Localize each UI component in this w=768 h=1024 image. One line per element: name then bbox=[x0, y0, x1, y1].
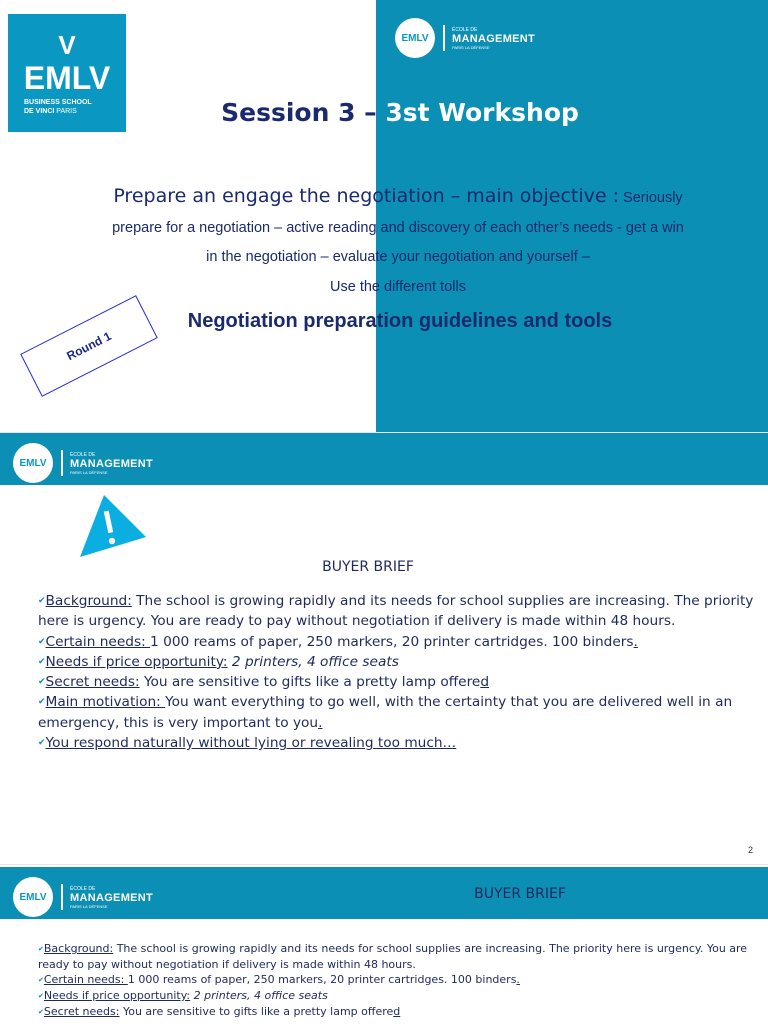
guidelines-heading: Negotiation preparation guidelines and tools bbox=[187, 310, 613, 332]
slide-3-banner bbox=[0, 867, 768, 919]
logo-big-text: MANAGEMENT bbox=[452, 32, 536, 45]
management-logo bbox=[13, 443, 153, 483]
logo-sub-text: PARIS LA DÉFENSE bbox=[70, 469, 108, 475]
price-opportunity-text: 2 printers, 4 office seats bbox=[190, 989, 328, 1002]
checkmark-icon: ✔ bbox=[38, 992, 44, 1000]
management-logo bbox=[395, 18, 535, 58]
logo-big-text: MANAGEMENT bbox=[70, 891, 154, 904]
objective-text-2: prepare for a negotiation – active reading and discovery of each other’s needs - get a win bbox=[112, 219, 684, 236]
motivation-text: You want everything to go well, with the certainty that you are delivered well in an emergency, this is very important to you bbox=[38, 694, 733, 731]
logo-small-text: ÉCOLE DE bbox=[70, 451, 96, 458]
motivation-label: Main motivation: bbox=[45, 694, 166, 711]
list-item bbox=[38, 652, 760, 672]
emlv-logo-subtitle bbox=[24, 98, 92, 116]
objective-text-4: Use the different tolls bbox=[330, 278, 466, 295]
checkmark-icon: ✔ bbox=[38, 738, 46, 749]
certain-needs-text: 1 000 reams of paper, 250 markers, 20 printer cartridges. 100 binders bbox=[127, 973, 517, 986]
checkmark-icon: ✔ bbox=[38, 656, 46, 667]
certain-needs-end: . bbox=[633, 633, 638, 650]
certain-needs-label: Certain needs: bbox=[43, 973, 128, 986]
list-item bbox=[38, 988, 750, 1004]
logo-small-text: ÉCOLE DE bbox=[70, 885, 96, 892]
objective-lead: Prepare an engage the negotiation – main objective : bbox=[113, 185, 619, 207]
buyer-brief-heading: BUYER BRIEF bbox=[322, 559, 414, 575]
checkmark-icon: ✔ bbox=[38, 697, 46, 708]
background-label: Background: bbox=[43, 942, 114, 955]
respond-text: You respond naturally without lying or revealing too much… bbox=[45, 735, 457, 752]
buyer-brief-list bbox=[38, 591, 760, 753]
certain-needs-text: 1 000 reams of paper, 250 markers, 20 printer cartridges. 100 binders bbox=[150, 633, 634, 650]
price-opportunity-text: 2 printers, 4 office seats bbox=[227, 653, 399, 670]
price-opportunity-label: Needs if price opportunity: bbox=[43, 989, 191, 1002]
session-title-part1: Session 3 – bbox=[221, 98, 386, 127]
secret-needs-label: Secret needs: bbox=[45, 674, 140, 691]
slide-2-banner bbox=[0, 433, 768, 485]
page-number: 2 bbox=[748, 845, 754, 855]
checkmark-icon: ✔ bbox=[38, 1008, 44, 1016]
certain-needs-end: . bbox=[516, 973, 520, 986]
logo-big-text: MANAGEMENT bbox=[70, 457, 154, 470]
buyer-brief-list bbox=[38, 941, 750, 1020]
list-item bbox=[38, 733, 760, 753]
list-item bbox=[38, 972, 750, 988]
certain-needs-label: Certain needs: bbox=[45, 633, 151, 650]
slide-2 bbox=[0, 432, 768, 864]
emlv-circle-logo: EMLV bbox=[395, 18, 435, 58]
logo-small-text: ÉCOLE DE bbox=[452, 26, 478, 33]
secret-needs-end: d bbox=[393, 1005, 401, 1018]
emlv-logo-line2: DE VINCI bbox=[24, 108, 55, 115]
background-text: The school is growing rapidly and its needs for school supplies are increasing. The priority here is urgency. You are ready to pay without negotiation if delivery is made within 48 hours. bbox=[38, 942, 748, 971]
emlv-logo-mark: V bbox=[58, 30, 76, 60]
secret-needs-text: You are sensitive to gifts like a pretty lamp offere bbox=[139, 674, 481, 691]
logo-divider bbox=[61, 884, 63, 910]
secret-needs-end: d bbox=[480, 674, 490, 691]
background-text: The school is growing rapidly and its needs for school supplies are increasing. The priority here is urgency. You are ready to pay without negotiation if delivery is made within 48 hours. bbox=[38, 593, 754, 630]
slide-1 bbox=[0, 0, 768, 432]
logo-sub-text: PARIS LA DÉFENSE bbox=[452, 44, 490, 50]
warning-icon bbox=[76, 491, 148, 561]
buyer-brief-heading: BUYER BRIEF bbox=[474, 886, 566, 902]
list-item bbox=[38, 692, 760, 733]
price-opportunity-label: Needs if price opportunity: bbox=[45, 653, 228, 670]
emlv-logo bbox=[8, 14, 126, 132]
session-title-part2: 3st Workshop bbox=[385, 98, 579, 127]
emlv-logo-word: EMLV bbox=[23, 60, 111, 96]
objective-text bbox=[96, 182, 700, 302]
list-item bbox=[38, 672, 760, 692]
objective-text-1: Seriously bbox=[619, 190, 683, 206]
secret-needs-label: Secret needs: bbox=[43, 1005, 120, 1018]
emlv-logo-line2b: PARIS bbox=[56, 108, 77, 115]
session-title bbox=[200, 98, 600, 127]
checkmark-icon: ✔ bbox=[38, 945, 44, 953]
logo-sub-text: PARIS LA DÉFENSE bbox=[70, 903, 108, 909]
list-item bbox=[38, 1004, 750, 1020]
round-label: Round 1 bbox=[64, 328, 114, 364]
list-item bbox=[38, 941, 750, 972]
motivation-end: . bbox=[318, 714, 323, 731]
logo-divider bbox=[443, 25, 445, 51]
management-logo bbox=[13, 877, 153, 917]
round-label-box bbox=[20, 295, 158, 397]
checkmark-icon: ✔ bbox=[38, 677, 46, 688]
list-item bbox=[38, 632, 760, 652]
slide-3 bbox=[0, 864, 768, 1024]
emlv-logo-line1: BUSINESS SCHOOL bbox=[24, 99, 92, 106]
checkmark-icon: ✔ bbox=[38, 596, 46, 606]
list-item bbox=[38, 591, 760, 632]
emlv-circle-logo: EMLV bbox=[13, 877, 53, 917]
checkmark-icon: ✔ bbox=[38, 636, 46, 647]
emlv-circle-logo: EMLV bbox=[13, 443, 53, 483]
checkmark-icon: ✔ bbox=[38, 976, 44, 984]
background-label: Background: bbox=[45, 593, 132, 609]
objective-text-3: in the negotiation – evaluate your negotiation and yourself – bbox=[206, 249, 590, 265]
secret-needs-text: You are sensitive to gifts like a pretty lamp offere bbox=[119, 1005, 394, 1018]
logo-divider bbox=[61, 450, 63, 476]
